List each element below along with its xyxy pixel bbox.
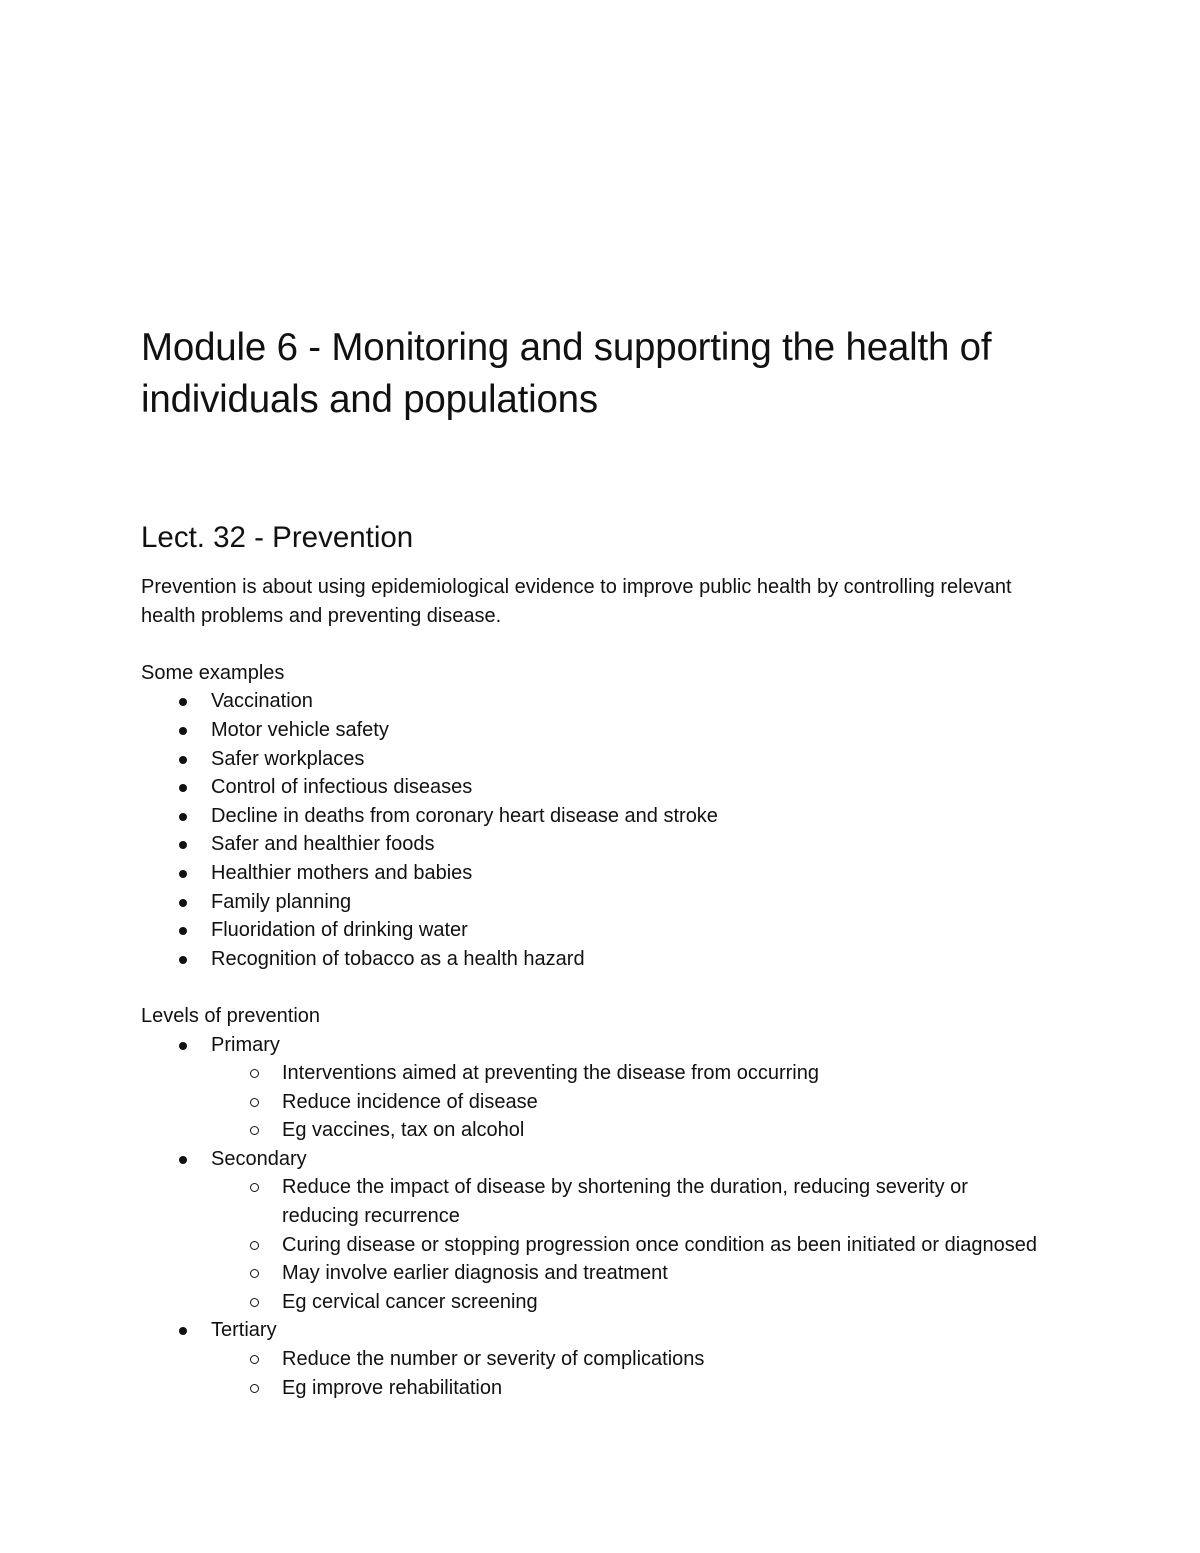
bullet-icon — [179, 927, 187, 935]
list-item-text: Fluoridation of drinking water — [211, 919, 468, 942]
bullet-icon — [179, 870, 187, 878]
list-item-text: Safer and healthier foods — [211, 833, 435, 856]
sub-list-item — [282, 1345, 1042, 1374]
level-primary — [211, 1031, 1041, 1145]
lecture-heading: Lect. 32 - Prevention — [141, 521, 414, 554]
list-item — [211, 916, 1041, 945]
list-item — [211, 773, 1041, 802]
sub-list-item — [282, 1059, 1042, 1088]
bullet-icon — [179, 1042, 187, 1050]
list-item — [211, 888, 1041, 917]
bullet-icon — [179, 813, 187, 821]
spacer — [141, 973, 1041, 1002]
list-item-text: Safer workplaces — [211, 747, 365, 770]
sub-item-text: Curing disease or stopping progression once condition as been initiated or diagnosed — [282, 1233, 1037, 1256]
sub-list-item — [282, 1231, 1042, 1260]
spacer — [141, 630, 1041, 659]
bullet-icon — [179, 899, 187, 907]
level-label: Tertiary — [211, 1319, 277, 1342]
list-item-text: Control of infectious diseases — [211, 776, 473, 799]
sub-item-text: Interventions aimed at preventing the disease from occurring — [282, 1062, 819, 1085]
list-item-text: Decline in deaths from coronary heart disease and stroke — [211, 804, 718, 827]
document-title: Module 6 - Monitoring and supporting the health of individuals and populations — [141, 326, 992, 421]
bullet-icon — [179, 784, 187, 792]
hollow-bullet-icon — [250, 1241, 259, 1250]
sub-item-text: Eg vaccines, tax on alcohol — [282, 1119, 525, 1142]
examples-list — [141, 687, 1041, 973]
intro-paragraph: Prevention is about using epidemiological evidence to improve public health by controlling relevant health problems and preventing disease. — [141, 576, 1012, 627]
list-item-text: Motor vehicle safety — [211, 718, 389, 741]
hollow-bullet-icon — [250, 1069, 259, 1078]
sub-item-text: Reduce the number or severity of complications — [282, 1348, 705, 1371]
hollow-bullet-icon — [250, 1098, 259, 1107]
list-item — [211, 945, 1041, 974]
level-label: Primary — [211, 1033, 280, 1056]
list-item — [211, 745, 1041, 774]
sub-item-text: Reduce incidence of disease — [282, 1090, 538, 1113]
list-item-text: Vaccination — [211, 690, 313, 713]
bullet-icon — [179, 841, 187, 849]
sub-list-item — [282, 1116, 1042, 1145]
list-item-text: Recognition of tobacco as a health hazard — [211, 947, 585, 970]
hollow-bullet-icon — [250, 1126, 259, 1135]
levels-label: Levels of prevention — [141, 1004, 321, 1027]
bullet-icon — [179, 727, 187, 735]
list-item — [211, 830, 1041, 859]
sub-list — [211, 1345, 1042, 1402]
examples-label: Some examples — [141, 661, 285, 684]
list-item-text: Family planning — [211, 890, 352, 913]
sub-item-text: May involve earlier diagnosis and treatment — [282, 1262, 668, 1285]
levels-list — [141, 1031, 1041, 1403]
bullet-icon — [179, 956, 187, 964]
bullet-icon — [179, 1327, 187, 1335]
document-page — [141, 322, 1041, 1402]
sub-list-item — [282, 1374, 1042, 1403]
level-label: Secondary — [211, 1147, 307, 1170]
list-item — [211, 802, 1041, 831]
list-item — [211, 859, 1041, 888]
level-secondary — [211, 1145, 1041, 1317]
sub-item-text: Eg improve rehabilitation — [282, 1376, 503, 1399]
sub-list-item — [282, 1088, 1042, 1117]
sub-list-item — [282, 1288, 1042, 1317]
bullet-icon — [179, 756, 187, 764]
list-item — [211, 716, 1041, 745]
sub-list-item — [282, 1173, 1042, 1230]
bullet-icon — [179, 1156, 187, 1164]
sub-list — [211, 1059, 1042, 1145]
sub-list-item — [282, 1259, 1042, 1288]
list-item-text: Healthier mothers and babies — [211, 861, 473, 884]
sub-item-text: Reduce the impact of disease by shortening the duration, reducing severity or reducing recurrence — [282, 1176, 968, 1228]
hollow-bullet-icon — [250, 1298, 259, 1307]
hollow-bullet-icon — [250, 1384, 259, 1393]
hollow-bullet-icon — [250, 1269, 259, 1278]
list-item — [211, 687, 1041, 716]
level-tertiary — [211, 1316, 1041, 1402]
hollow-bullet-icon — [250, 1355, 259, 1364]
sub-item-text: Eg cervical cancer screening — [282, 1290, 538, 1313]
bullet-icon — [179, 698, 187, 706]
sub-list — [211, 1173, 1042, 1316]
hollow-bullet-icon — [250, 1183, 259, 1192]
